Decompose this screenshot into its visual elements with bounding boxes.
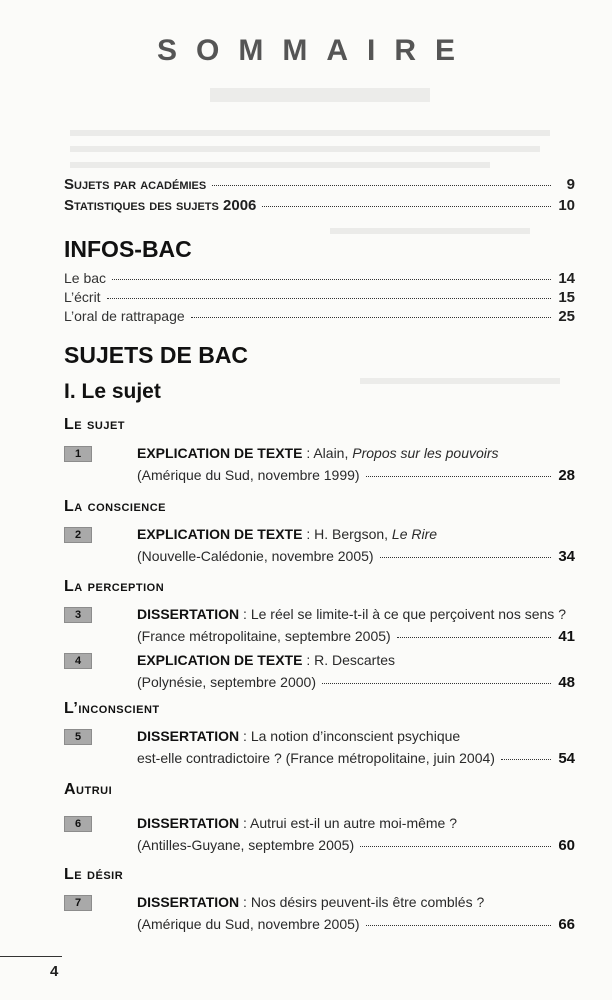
dot-leader <box>107 298 551 299</box>
item-number-badge: 6 <box>64 816 92 832</box>
item-work-title: Le Rire <box>391 526 438 542</box>
item-text: : Autrui est-il un autre moi-même ? <box>239 815 458 831</box>
chapter-heading: La conscience <box>64 498 167 515</box>
toc-entry-label: Sujets par académies <box>64 176 207 193</box>
dot-leader <box>380 557 551 558</box>
item-number-badge: 3 <box>64 607 92 623</box>
part-heading: I. Le sujet <box>64 380 161 403</box>
section-heading: SUJETS DE BAC <box>64 342 249 368</box>
page-number: 28 <box>558 467 575 484</box>
toc-entry[interactable] <box>64 176 575 193</box>
item-type: EXPLICATION DE TEXTE <box>137 526 303 542</box>
dot-leader <box>212 185 551 186</box>
toc-entry-label: Statistiques des sujets 2006 <box>64 197 257 214</box>
item-text: : Nos désirs peuvent-ils être comblés ? <box>239 894 485 910</box>
dot-leader <box>322 683 551 684</box>
dot-leader <box>366 476 551 477</box>
page-number: 54 <box>558 750 575 767</box>
item-number-badge: 2 <box>64 527 92 543</box>
chapter-heading: L’inconscient <box>64 700 160 717</box>
page-title: SOMMAIRE <box>157 34 474 67</box>
chapter-heading: Le sujet <box>64 416 126 433</box>
dot-leader <box>501 759 551 760</box>
toc-entry-label: Le bac <box>64 270 107 286</box>
toc-entry-label: L’oral de rattrapage <box>64 308 185 324</box>
dot-leader <box>191 317 551 318</box>
item-text: : Alain, <box>302 445 353 461</box>
page-number: 41 <box>558 628 575 645</box>
dot-leader <box>360 846 551 847</box>
item-number-badge: 4 <box>64 653 92 669</box>
page-number: 9 <box>566 176 575 193</box>
toc-entry[interactable] <box>64 197 575 214</box>
toc-item[interactable] <box>137 603 575 648</box>
item-type: DISSERTATION <box>137 606 240 622</box>
chapter-heading: Le désir <box>64 866 124 883</box>
section-heading: INFOS-BAC <box>64 236 192 262</box>
item-source: est-elle contradictoire ? (France métropolitaine, juin 2004) <box>137 750 495 766</box>
item-type: DISSERTATION <box>137 815 240 831</box>
footer-rule <box>0 956 62 957</box>
item-number-badge: 7 <box>64 895 92 911</box>
page-number: 15 <box>558 289 575 306</box>
dot-leader <box>397 637 551 638</box>
folio-page-number: 4 <box>50 963 59 980</box>
toc-item[interactable] <box>137 725 575 770</box>
item-type: DISSERTATION <box>137 728 240 744</box>
item-source: (Polynésie, septembre 2000) <box>137 674 316 690</box>
chapter-heading: Autrui <box>64 781 113 798</box>
toc-item[interactable] <box>137 891 575 936</box>
toc-item[interactable] <box>137 442 575 487</box>
toc-entry[interactable] <box>64 270 575 287</box>
item-type: DISSERTATION <box>137 894 240 910</box>
toc-item[interactable] <box>137 523 575 568</box>
page-number: 34 <box>558 548 575 565</box>
toc-entry[interactable] <box>64 308 575 325</box>
item-text: : R. Descartes <box>302 652 396 668</box>
item-number-badge: 5 <box>64 729 92 745</box>
toc-item[interactable] <box>137 812 575 857</box>
item-source: (Nouvelle-Calédonie, novembre 2005) <box>137 548 374 564</box>
page-number: 60 <box>558 837 575 854</box>
item-work-title: Propos sur les pouvoirs <box>352 445 499 461</box>
item-source: (Amérique du Sud, novembre 1999) <box>137 467 360 483</box>
toc-entry-label: L’écrit <box>64 289 101 305</box>
item-source: (Antilles-Guyane, septembre 2005) <box>137 837 355 853</box>
page-number: 14 <box>558 270 575 287</box>
page-number: 66 <box>558 916 575 933</box>
item-source: (Amérique du Sud, novembre 2005) <box>137 916 360 932</box>
dot-leader <box>112 279 551 280</box>
item-text: : La notion d’inconscient psychique <box>239 728 461 744</box>
item-type: EXPLICATION DE TEXTE <box>137 652 303 668</box>
chapter-heading: La perception <box>64 578 165 595</box>
toc-entry[interactable] <box>64 289 575 306</box>
item-number-badge: 1 <box>64 446 92 462</box>
page-number: 48 <box>558 674 575 691</box>
dot-leader <box>262 206 551 207</box>
page-number: 10 <box>558 197 575 214</box>
item-text: : H. Bergson, <box>302 526 392 542</box>
dot-leader <box>366 925 551 926</box>
page-number: 25 <box>558 308 575 325</box>
item-source: (France métropolitaine, septembre 2005) <box>137 628 391 644</box>
item-type: EXPLICATION DE TEXTE <box>137 445 303 461</box>
item-text: : Le réel se limite-t-il à ce que perçoivent nos sens ? <box>239 606 566 622</box>
toc-item[interactable] <box>137 649 575 694</box>
